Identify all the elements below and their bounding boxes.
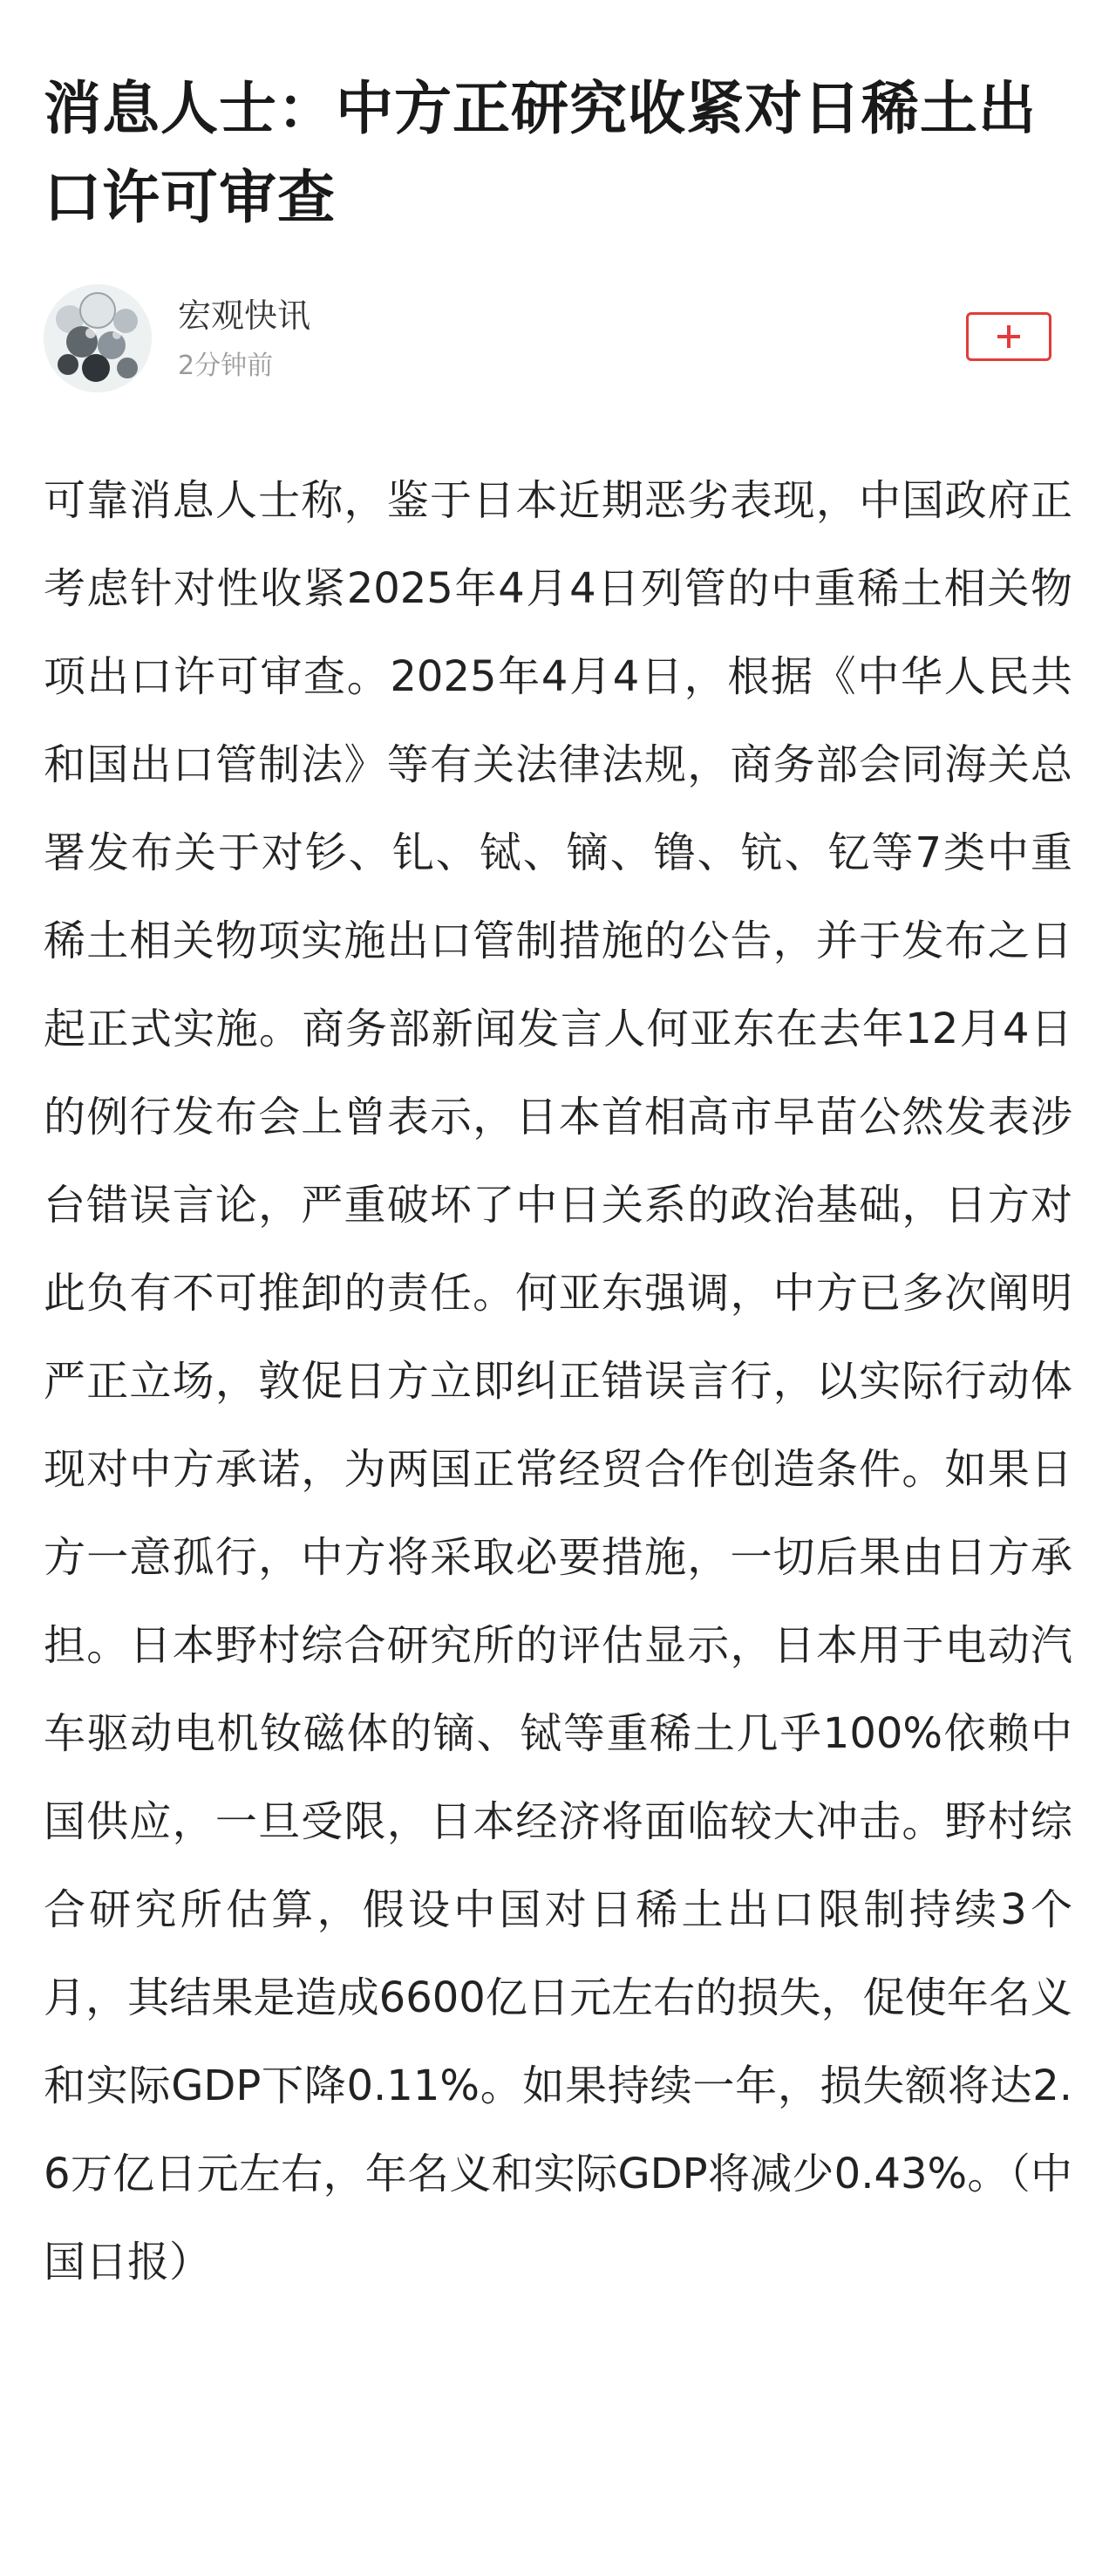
follow-button[interactable] bbox=[966, 312, 1051, 361]
author-name[interactable]: 宏观快讯 bbox=[178, 296, 311, 335]
plus-icon bbox=[997, 325, 1020, 348]
author-row bbox=[44, 284, 1072, 394]
post-time: 2分钟前 bbox=[178, 351, 274, 381]
author-avatar[interactable] bbox=[44, 284, 152, 392]
article-body: 可靠消息人士称，鉴于日本近期恶劣表现，中国政府正考虑针对性收紧2025年4月4日列管的中重稀土相关物项出口许可审查。2025年4月4日，根据《中华人民共和国出口管制法》等有关法律法规，商务部会同海关总署发布关于对钐、钆、铽、镝、镥、钪、钇等7类中重稀土相关物项实施出口管制措施的公告，并于发布之日起正式实施。商务部新闻发言人何亚东在去年12月4日的例行发布会上曾表示，日本首相高市早苗公然发表涉台错误言论，严重破坏了中日关系的政治基础，日方对此负有不可推卸的责任。何亚东强调，中方已多次阐明严正立场，敦促日方立即纠正错误言行，以实际行动体现对中方承诺，为两国正常经贸合作创造条件。如果日方一意孤行，中方将采取必要措施，一切后果由日方承担。日本野村综合研究所的评估显示，日本用于电动汽车驱动电机钕磁体的镝、铽等重稀土几乎100%依赖中国供应，一旦受限，日本经济将面临较大冲击。野村综合研究所估算，假设中国对日稀土出口限制持续3个月，其结果是造成6600亿日元左右的损失，促使年名义和实际GDP下降0.11%。如果持续一年，损失额将达2.6万亿日元左右，年名义和实际GDP将减少0.43%。（中国日报） bbox=[44, 476, 1072, 2286]
article-title: 消息人士：中方正研究收紧对日稀土出口许可审查 bbox=[44, 75, 1037, 231]
avatar-image bbox=[44, 284, 152, 392]
